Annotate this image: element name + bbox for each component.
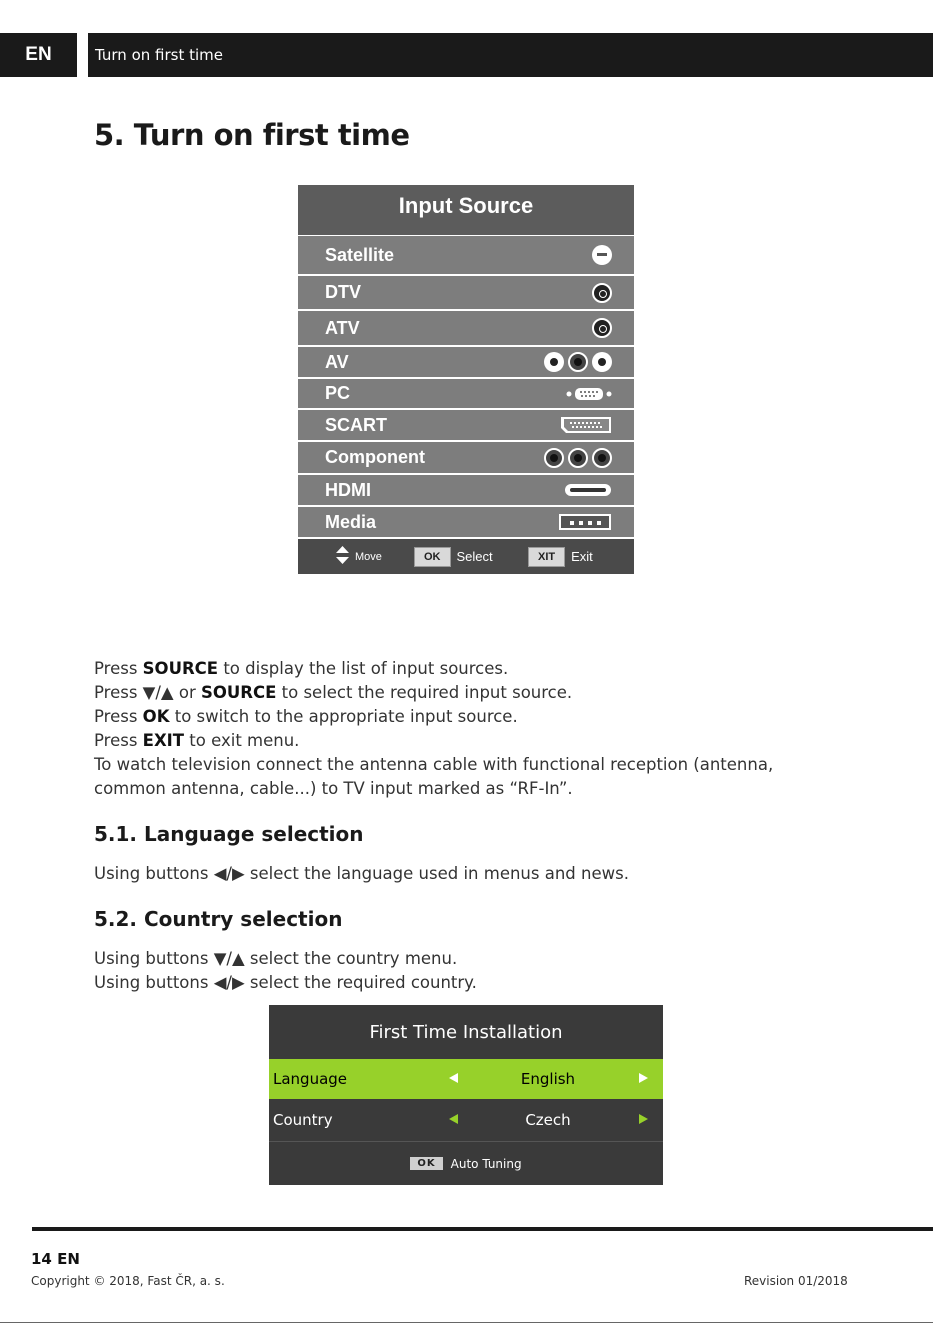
input-source-menu	[298, 185, 634, 574]
fti-row-value: English	[520, 1070, 576, 1088]
bottom-divider	[0, 1322, 933, 1323]
instruction-line: common antenna, cable...) to TV input marked as “RF-In”.	[94, 779, 573, 798]
page-number: 14 EN	[31, 1250, 80, 1268]
input-source-footer	[298, 539, 634, 574]
fti-footer	[269, 1141, 663, 1185]
arrow-left-icon[interactable]	[449, 1073, 458, 1083]
hdmi-port-icon	[564, 483, 612, 497]
move-hint: Move	[355, 550, 382, 563]
fti-row-country[interactable]	[269, 1100, 663, 1140]
input-source-title: Input Source	[298, 185, 634, 235]
arrow-right-icon[interactable]	[639, 1114, 648, 1124]
source-item-label: Media	[325, 511, 377, 532]
scart-port-icon	[560, 416, 612, 434]
source-item-hdmi[interactable]	[298, 475, 634, 505]
coax-port-icon	[592, 283, 612, 303]
section-header: Turn on first time	[88, 33, 933, 77]
select-hint: Select	[456, 549, 493, 564]
fti-row-label: Country	[273, 1111, 333, 1129]
fti-row-label: Language	[273, 1070, 348, 1088]
source-item-label: Satellite	[325, 244, 395, 265]
country-selection-text: Using buttons ▼/▲ select the country menu. Using buttons ◀/▶ select the required country.	[94, 949, 477, 992]
fti-title: First Time Installation	[369, 1022, 563, 1043]
country-selection-heading: 5.2. Country selection	[94, 907, 343, 931]
source-item-label: HDMI	[325, 479, 371, 500]
source-item-av[interactable]	[298, 347, 634, 377]
fti-row-value: Czech	[525, 1111, 571, 1129]
page-title: 5. Turn on first time	[94, 118, 410, 152]
instruction-line: Press EXIT to exit menu.	[94, 731, 300, 750]
copyright: Copyright © 2018, Fast ČR, a. s.	[31, 1274, 225, 1288]
instruction-line: To watch television connect the antenna cable with functional reception (antenna,	[94, 755, 774, 774]
vga-port-icon	[566, 387, 612, 401]
fti-row-language[interactable]	[269, 1059, 663, 1099]
language-selection-text: Using buttons ◀/▶ select the language used in menus and news.	[94, 864, 629, 883]
component-ports-icon	[544, 448, 612, 468]
source-item-component[interactable]	[298, 442, 634, 473]
source-item-label: PC	[325, 383, 351, 403]
source-item-label: SCART	[325, 414, 387, 435]
footer-divider	[32, 1227, 933, 1231]
rca-ports-icon	[544, 352, 612, 372]
source-item-pc[interactable]	[298, 379, 634, 408]
satellite-port-icon	[592, 245, 612, 265]
arrow-left-icon[interactable]	[449, 1114, 458, 1124]
up-down-icon	[336, 546, 349, 567]
source-item-satellite[interactable]	[298, 236, 634, 274]
exit-hint: Exit	[571, 549, 593, 564]
source-item-media[interactable]	[298, 507, 634, 537]
source-item-label: AV	[325, 351, 349, 372]
auto-tuning-hint: Auto Tuning	[450, 1156, 522, 1171]
source-item-atv[interactable]	[298, 311, 634, 345]
usb-port-icon	[558, 513, 612, 531]
language-tab: EN	[0, 33, 77, 77]
source-item-label: ATV	[325, 317, 360, 338]
language-selection-heading: 5.1. Language selection	[94, 822, 364, 846]
instructions	[94, 657, 773, 801]
revision: Revision 01/2018	[744, 1274, 848, 1288]
ok-key: OK	[414, 547, 451, 567]
arrow-right-icon[interactable]	[639, 1073, 648, 1083]
instruction-line: Press OK to switch to the appropriate input source.	[94, 707, 518, 726]
exit-key: XIT	[528, 547, 565, 567]
first-time-installation-menu	[269, 1005, 663, 1185]
instruction-line: Press ▼/▲ or SOURCE to select the required input source.	[94, 683, 573, 702]
source-item-label: DTV	[325, 282, 361, 302]
source-item-dtv[interactable]	[298, 276, 634, 309]
coax-port-icon	[592, 318, 612, 338]
source-item-scart[interactable]	[298, 410, 634, 440]
ok-key: OK	[410, 1157, 442, 1170]
instruction-line: Press SOURCE to display the list of input sources.	[94, 659, 509, 678]
source-item-label: Component	[325, 447, 425, 467]
